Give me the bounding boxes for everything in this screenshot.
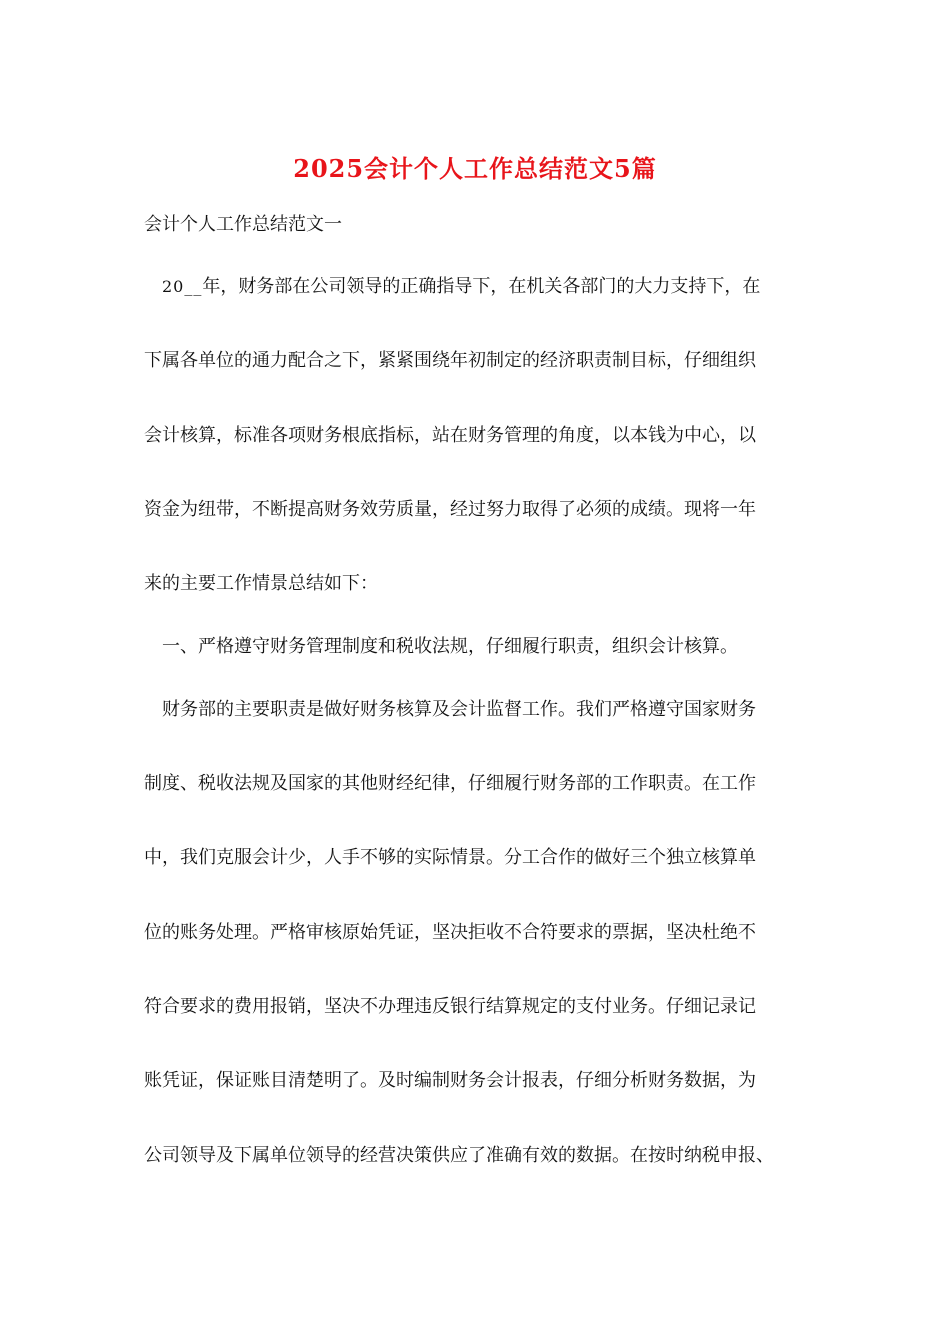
paragraph-line: 符合要求的费用报销，坚决不办理违反银行结算规定的支付业务。仔细记录记	[144, 996, 756, 1017]
paragraph-line-text: 年，财务部在公司领导的正确指导下，在机关各部门的大力支持下，在	[202, 276, 761, 297]
paragraph-line: 中，我们克服会计少，人手不够的实际情景。分工合作的做好三个独立核算单	[144, 847, 756, 868]
section-title: 会计个人工作总结范文一	[144, 214, 342, 235]
paragraph-line: 会计核算，标准各项财务根底指标，站在财务管理的角度，以本钱为中心，以	[144, 425, 756, 446]
paragraph-line: 来的主要工作情景总结如下：	[144, 573, 378, 594]
paragraph-line: 账凭证，保证账目清楚明了。及时编制财务会计报表，仔细分析财务数据，为	[144, 1070, 756, 1091]
paragraph-line: 制度、税收法规及国家的其他财经纪律，仔细履行财务部的工作职责。在工作	[144, 773, 756, 794]
paragraph-line: 下属各单位的通力配合之下，紧紧围绕年初制定的经济职责制目标，仔细组织	[144, 350, 756, 371]
paragraph-line: 位的账务处理。严格审核原始凭证，坚决拒收不合符要求的票据，坚决杜绝不	[144, 922, 756, 943]
paragraph-line	[162, 274, 760, 300]
paragraph-line: 资金为纽带，不断提高财务效劳质量，经过努力取得了必须的成绩。现将一年	[144, 499, 756, 520]
paragraph-line: 公司领导及下属单位领导的经营决策供应了准确有效的数据。在按时纳税申报、	[144, 1145, 774, 1166]
paragraph-line: 财务部的主要职责是做好财务核算及会计监督工作。我们严格遵守国家财务	[162, 699, 756, 720]
year-placeholder: 20__	[162, 277, 203, 296]
document-title: 2025会计个人工作总结范文5篇	[293, 154, 657, 183]
section-heading: 一、严格遵守财务管理制度和税收法规，仔细履行职责，组织会计核算。	[162, 636, 738, 657]
